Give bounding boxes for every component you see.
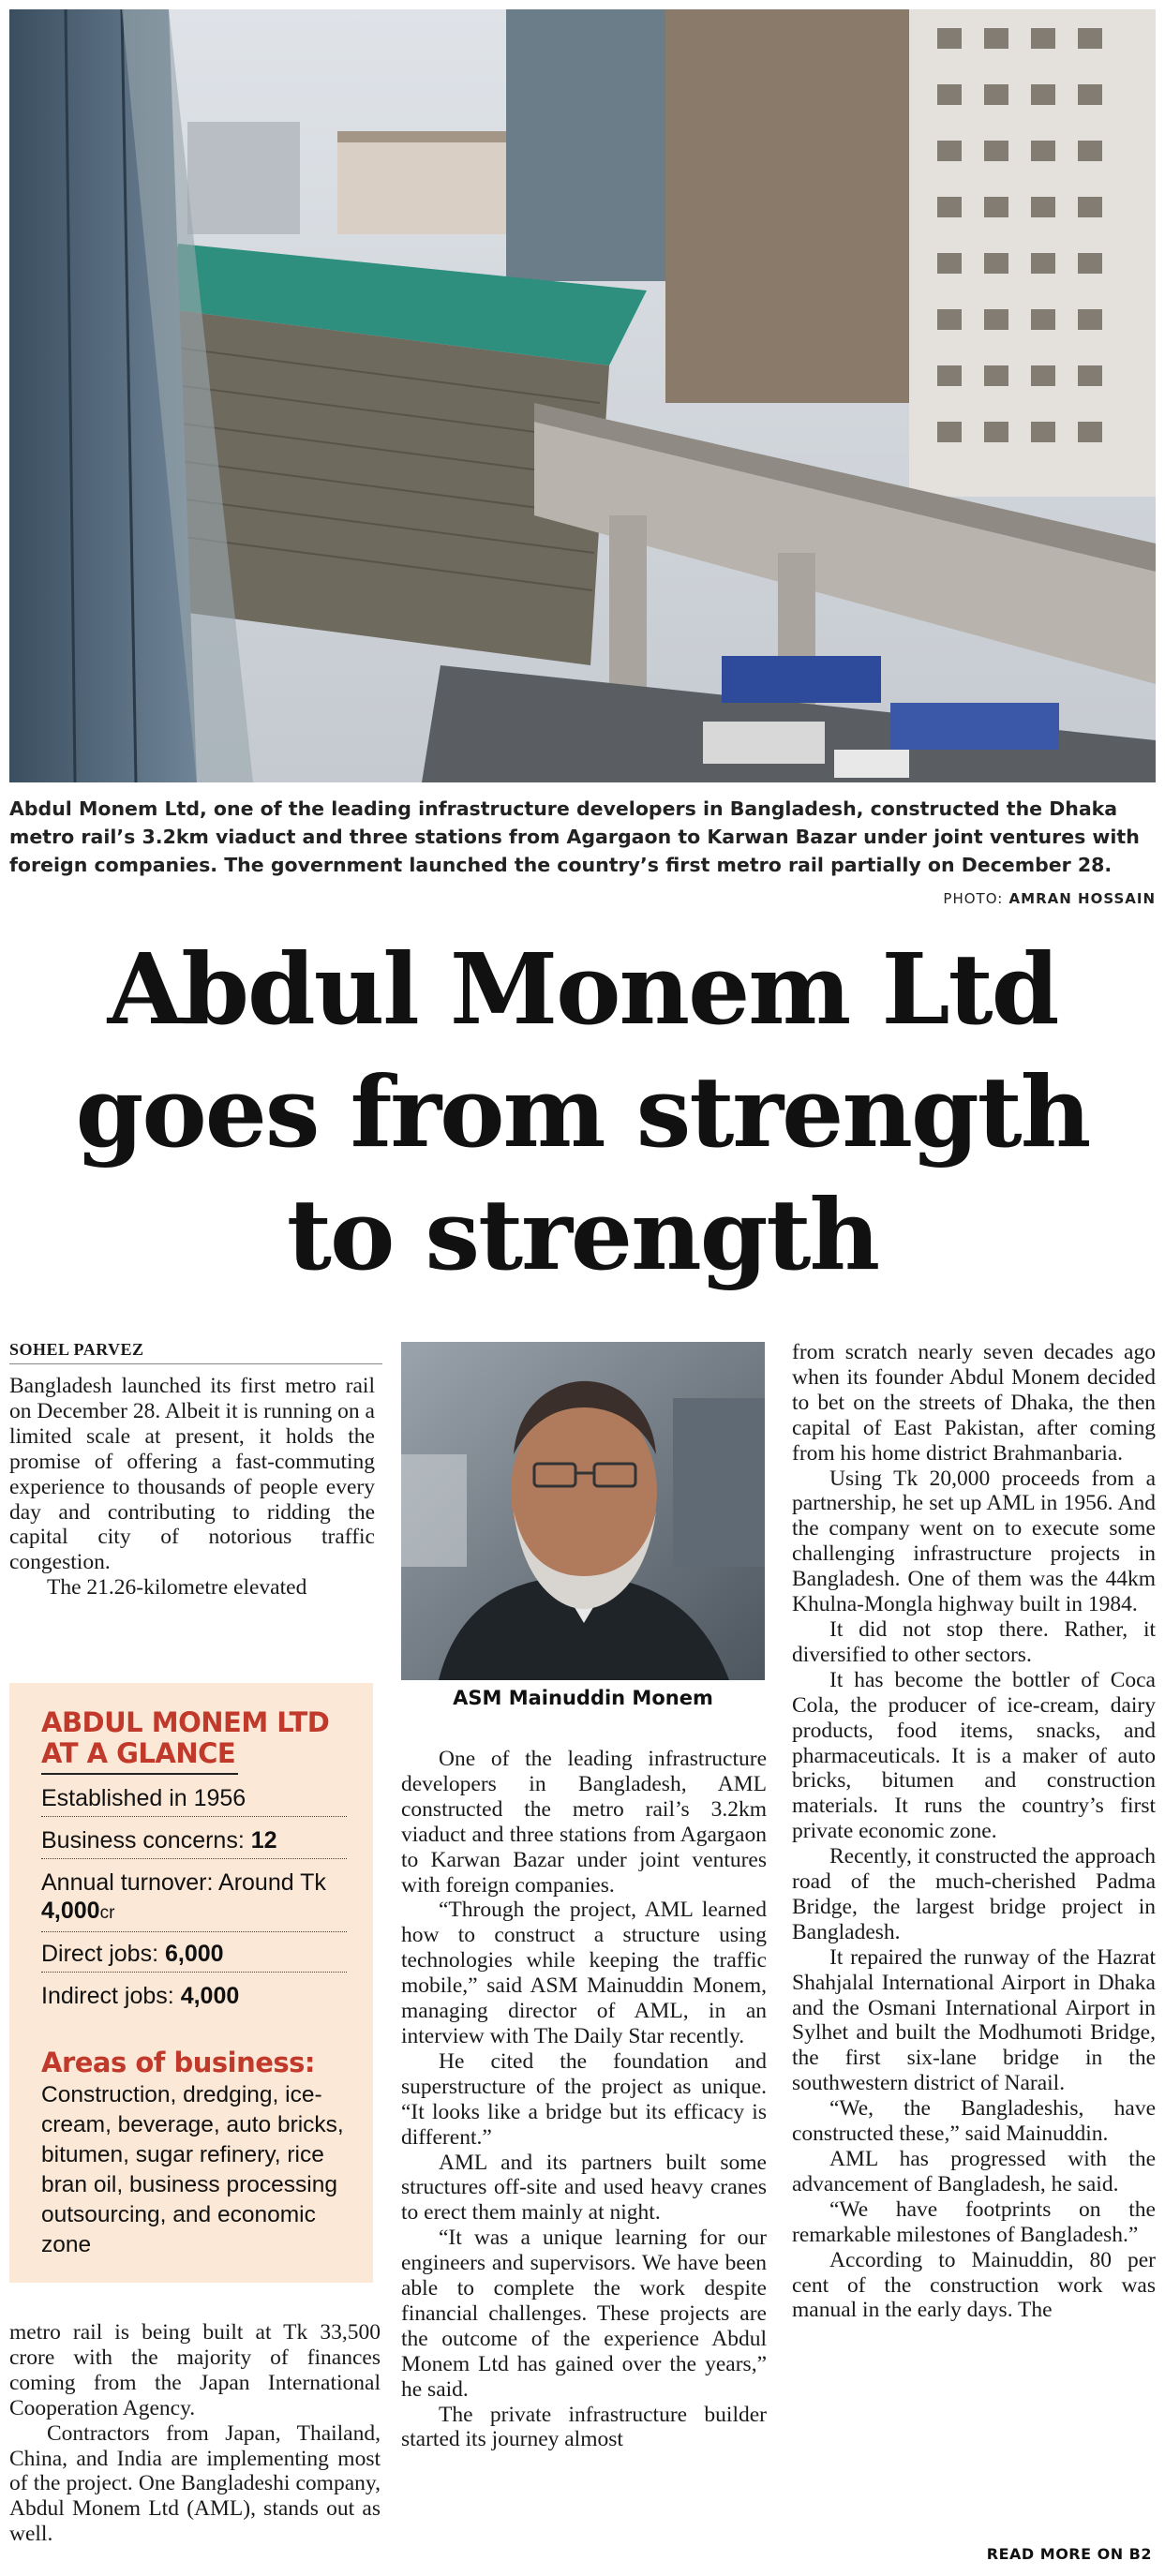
glance-title bbox=[41, 1707, 329, 1769]
paragraph: Recently, it constructed the approach road of the much-cherished Padma Bridge, the largest bridge project in Bangladesh. bbox=[792, 1844, 1156, 1944]
paragraph: According to Mainuddin, 80 per cent of the construction work was manual in the early days. The bbox=[792, 2247, 1156, 2323]
paragraph: “We have footprints on the remarkable milestones of Bangladesh.” bbox=[792, 2196, 1156, 2247]
areas-heading: Areas of business: bbox=[41, 2047, 316, 2078]
fact-turnover-label: Annual turnover: Around Tk bbox=[41, 1869, 326, 1896]
paragraph: It did not stop there. Rather, it diversified to other sectors. bbox=[792, 1616, 1156, 1667]
paragraph: The 21.26-kilometre elevated bbox=[47, 1575, 307, 1601]
fact-turnover-unit: cr bbox=[99, 1903, 115, 1923]
photo-credit bbox=[943, 885, 1156, 913]
fact-indirect-label: Indirect jobs: bbox=[41, 1983, 174, 2009]
paragraph: Contractors from Japan, Thailand, China, and India are implementing most of the project. One Bangladeshi company, Abdul Monem Ltd (AML), stands out as well. bbox=[9, 2420, 381, 2547]
headline bbox=[0, 928, 1165, 1296]
paragraph: “Through the project, AML learned how to construct a structure using technologies while keeping the traffic mobile,” said ASM Mainuddin Monem, managing director of AML, in an interview with The Daily Star recently. bbox=[401, 1898, 767, 2048]
byline: SOHEL PARVEZ bbox=[9, 1340, 144, 1359]
column-2 bbox=[401, 1747, 767, 2452]
paragraph: Using Tk 20,000 proceeds from a partnership, he set up AML in 1956. And the company went on to execute some challenging infrastructure projects in Bangladesh. One of them was the 44km Khulna-Mongla highway built in 1984. bbox=[792, 1466, 1156, 1617]
paragraph: One of the leading infrastructure developers in Bangladesh, AML constructed the metro rail’s 3.2km viaduct and three stations from Agargaon to Karwan Bazar under joint ventures with foreign companies. bbox=[401, 1747, 767, 1898]
headline-line-1: Abdul Monem Ltd bbox=[107, 931, 1058, 1047]
glance-title-line-2: AT A GLANCE bbox=[41, 1737, 236, 1769]
column-3 bbox=[792, 1340, 1156, 2323]
fact-concerns-value: 12 bbox=[250, 1827, 277, 1854]
fact-indirect-value: 4,000 bbox=[180, 1983, 240, 2009]
portrait-photo bbox=[401, 1342, 765, 1680]
headline-line-2: goes from strength bbox=[75, 1054, 1090, 1169]
paragraph: The private infrastructure builder started its journey almost bbox=[401, 2402, 767, 2452]
portrait-caption: ASM Mainuddin Monem bbox=[453, 1687, 713, 1709]
glance-title-underline bbox=[41, 1773, 238, 1775]
paragraph: Bangladesh launched its first metro rail on December 28. Albeit it is running on a limited scale at present, it holds the promise of offering a fast-commuting experience to thousands of people every day and contributing to ridding the capital city of notorious traffic congestion. bbox=[9, 1374, 375, 1575]
paragraph: AML and its partners built some structures off-site and used heavy cranes to erect them mainly at night. bbox=[401, 2150, 767, 2226]
credit-label: PHOTO: bbox=[943, 890, 1004, 907]
byline-rule bbox=[9, 1363, 382, 1364]
fact-established bbox=[41, 1784, 347, 1817]
paragraph: “We, the Bangladeshis, have constructed these,” said Mainuddin. bbox=[792, 2096, 1156, 2147]
paragraph: “It was a unique learning for our engineers and supervisors. We have been able to complete the work despite financial challenges. These projects are the outcome of the experience Abdul Monem Ltd has gained over the years,” he said. bbox=[401, 2226, 767, 2402]
paragraph: It repaired the runway of the Hazrat Shahjalal International Airport in Dhaka and the Osmani International Airport in Sylhet and built the Modhumoti Bridge, the first six-lane bridge in the southwestern district of Narail. bbox=[792, 1944, 1156, 2096]
credit-name: AMRAN HOSSAIN bbox=[1008, 890, 1156, 907]
caption-text: Abdul Monem Ltd, one of the leading infrastructure developers in Bangladesh, constructed the Dhaka metro rail’s 3.2km viaduct and three stations from Agargaon to Karwan Bazar under joint ventures with foreign companies. The government launched the country’s first metro rail partially on December 28. bbox=[9, 797, 1140, 876]
fact-direct-label: Direct jobs: bbox=[41, 1941, 159, 1967]
paragraph: metro rail is being built at Tk 33,500 crore with the majority of finances coming from the Japan International Cooperation Agency. bbox=[9, 2320, 381, 2420]
photo-caption bbox=[9, 795, 1156, 913]
areas-text: Construction, dredging, ice-cream, beverage, auto bricks, bitumen, sugar refinery, rice bran oil, business processing outsourcing, and economic zone bbox=[41, 2082, 344, 2257]
fact-established-text: Established in 1956 bbox=[41, 1785, 246, 1811]
headline-line-3: to strength bbox=[286, 1177, 879, 1292]
paragraph: from scratch nearly seven decades ago when its founder Abdul Monem decided to bet on the streets of Dhaka, the then capital of East Pakistan, after coming from his home district Brahmanbaria. bbox=[792, 1340, 1156, 1466]
fact-indirect-jobs bbox=[41, 1982, 347, 2014]
fact-direct-value: 6,000 bbox=[165, 1941, 224, 1967]
metro-rail-photo bbox=[9, 9, 1156, 782]
paragraph: It has become the bottler of Coca Cola, the producer of ice-cream, dairy products, food items, snacks, and pharmaceuticals. It is a maker of auto bricks, bitumen and construction materials. It runs the country’s first private economic zone. bbox=[792, 1667, 1156, 1844]
fact-turnover bbox=[41, 1869, 347, 1932]
at-a-glance-box bbox=[9, 1683, 373, 2283]
glance-title-line-1: ABDUL MONEM LTD bbox=[41, 1706, 330, 1738]
fact-direct-jobs bbox=[41, 1940, 347, 1973]
column-1-top bbox=[9, 1374, 375, 1601]
fact-concerns-label: Business concerns: bbox=[41, 1827, 245, 1854]
fact-turnover-value: 4,000 bbox=[41, 1898, 100, 1924]
read-more-link[interactable]: READ MORE ON B2 bbox=[986, 2545, 1152, 2563]
fact-concerns bbox=[41, 1826, 347, 1859]
paragraph: He cited the foundation and superstructure of the project as unique. “It looks like a bridge but its efficacy is different.” bbox=[401, 2048, 767, 2150]
paragraph: AML has progressed with the advancement of Bangladesh, he said. bbox=[792, 2147, 1156, 2196]
column-1-bottom bbox=[9, 2320, 381, 2547]
